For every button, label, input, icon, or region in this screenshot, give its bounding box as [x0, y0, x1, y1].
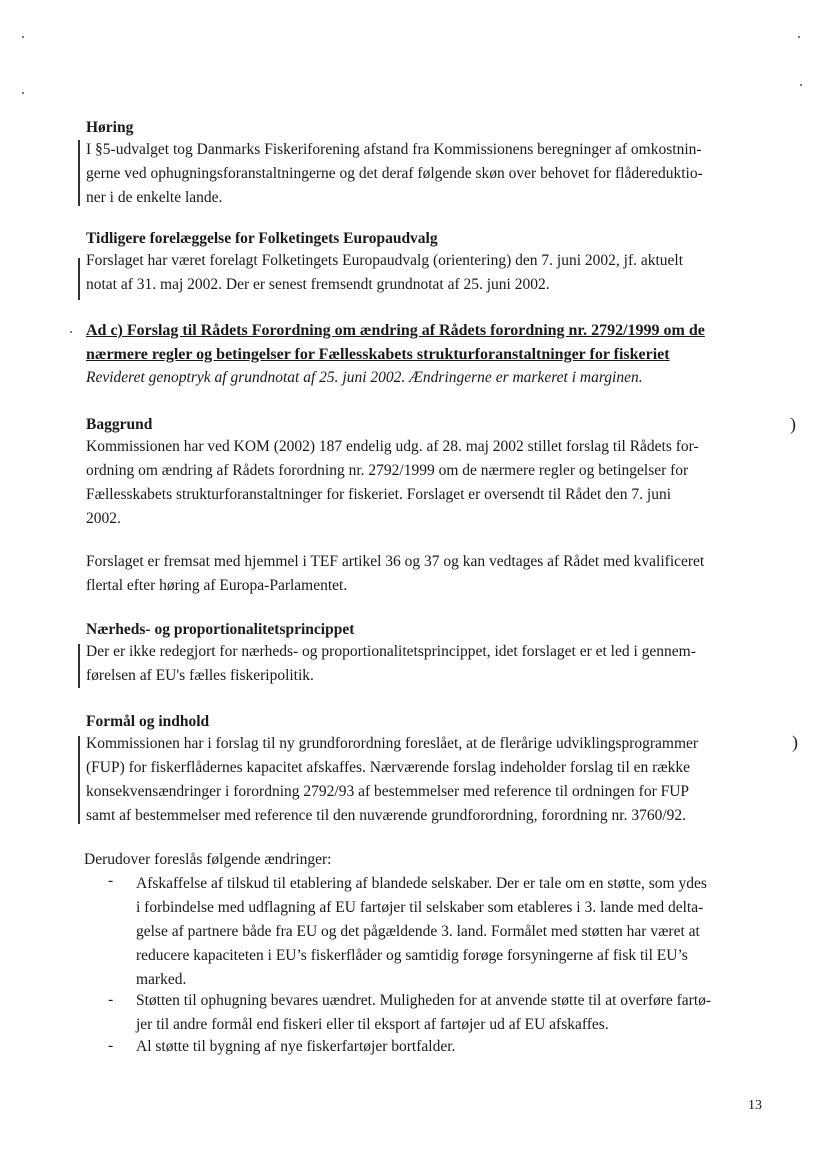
- body-line: ordning om ændring af Rådets forordning nr. 2792/1999 om de nærmere regler og betingelser for: [86, 462, 689, 479]
- body-line: (FUP) for fiskerflådernes kapacitet afskaffes. Nærværende forslag indeholder forslag til en række: [86, 759, 691, 776]
- body-line: Derudover foreslås følgende ændringer:: [84, 851, 332, 868]
- bullet-item: [136, 872, 766, 992]
- bullet-item: [136, 1035, 766, 1059]
- bullet-marker: -: [108, 991, 114, 1008]
- section-naerheds: [86, 620, 756, 688]
- body-line: gelse af partnere både fra EU og det pågældende 3. land. Formålet med støtten har været at: [136, 923, 700, 940]
- margin-paren-mark: ): [790, 414, 796, 434]
- body-line: ner i de enkelte lande.: [86, 189, 223, 206]
- margin-change-bar: [78, 736, 80, 824]
- body-line: Støtten til ophugning bevares uændret. Muligheden for at anvende støtte til at overføre fartø-: [136, 992, 712, 1009]
- bullet-item: [136, 989, 766, 1037]
- scan-speck: [22, 36, 24, 38]
- body-line: notat af 31. maj 2002. Der er senest fremsendt grundnotat af 25. juni 2002.: [86, 276, 550, 293]
- body-line: Kommissionen har ved KOM (2002) 187 endelig udg. af 28. maj 2002 stillet forslag til Rådets for-: [86, 438, 699, 455]
- section-heading: Nærheds- og proportionalitetsprincippet: [86, 621, 355, 638]
- body-line: førelsen af EU's fælles fiskeripolitik.: [86, 667, 314, 684]
- changes-intro: [84, 848, 754, 872]
- body-line: jer til andre formål end fiskeri eller til eksport af fartøjer ud af EU afskaffes.: [136, 1016, 609, 1033]
- section-heading: Høring: [86, 119, 134, 136]
- body-line: samt af bestemmelser med reference til den nuværende grundforordning, forordning nr. 3760/92.: [86, 807, 687, 824]
- page-number: 13: [748, 1098, 762, 1113]
- bullet-marker: -: [108, 872, 114, 889]
- margin-change-bar: [78, 644, 80, 688]
- margin-change-bar: [78, 258, 80, 300]
- proposal-subtitle: Revideret genoptryk af grundnotat af 25. juni 2002. Ændringerne er markeret i marginen.: [86, 369, 643, 386]
- scan-speck: [798, 36, 800, 38]
- baggrund-paragraph-2: [86, 550, 756, 598]
- section-tidligere: [86, 229, 756, 297]
- section-heading: Formål og indhold: [86, 713, 210, 730]
- body-line: reducere kapaciteten i EU’s fiskerflåder og samtidig forøge forsyningerne af fisk til EU’s: [136, 947, 688, 964]
- margin-paren-mark: ): [792, 732, 798, 752]
- proposal-title: nærmere regler og betingelser for Fællesskabets strukturforanstaltninger for fiskeriet: [86, 346, 670, 363]
- body-line: gerne ved ophugningsforanstaltningerne og det deraf følgende skøn over behovet for flådereduktio-: [86, 165, 703, 182]
- body-line: Kommissionen har i forslag til ny grundforordning foreslået, at de flerårige udviklingsprogrammer: [86, 735, 699, 752]
- body-line: Forslaget er fremsat med hjemmel i TEF artikel 36 og 37 og kan vedtages af Rådet med kvalificeret: [86, 553, 705, 570]
- body-line: Afskaffelse af tilskud til etablering af blandede selskaber. Der er tale om en støtte, som ydes: [136, 875, 707, 892]
- section-heading: Baggrund: [86, 416, 153, 433]
- body-line: Al støtte til bygning af nye fiskerfartøjer bortfalder.: [136, 1038, 456, 1055]
- section-ad-c: [86, 319, 756, 389]
- body-line: konsekvensændringer i forordning 2792/93 af bestemmelser med reference til ordningen for FUP: [86, 783, 690, 800]
- body-line: Der er ikke redegjort for nærheds- og proportionalitetsprincippet, idet forslaget er et led i gennem-: [86, 643, 696, 660]
- body-line: Fællesskabets strukturforanstaltninger for fiskeriet. Forslaget er oversendt til Rådet den 7. juni: [86, 486, 671, 503]
- body-line: marked.: [136, 971, 187, 988]
- margin-change-bar: [78, 140, 80, 206]
- section-heading: Tidligere forelæggelse for Folketingets Europaudvalg: [86, 230, 438, 247]
- body-line: 2002.: [86, 510, 121, 527]
- proposal-title: Ad c) Forslag til Rådets Forordning om ændring af Rådets forordning nr. 2792/1999 om de: [86, 322, 705, 339]
- section-baggrund: [86, 415, 756, 531]
- body-line: I §5-udvalget tog Danmarks Fiskeriforening afstand fra Kommissionens beregninger af omkostnin-: [86, 141, 702, 158]
- scan-speck: [800, 84, 802, 86]
- scan-speck: [22, 92, 24, 94]
- bullet-marker: -: [108, 1037, 114, 1054]
- section-formal: [86, 712, 756, 828]
- scan-speck: [70, 331, 72, 333]
- body-line: flertal efter høring af Europa-Parlamentet.: [86, 577, 348, 594]
- body-line: Forslaget har været forelagt Folketingets Europaudvalg (orientering) den 7. juni 2002, jf. aktuelt: [86, 252, 684, 269]
- body-line: i forbindelse med udflagning af EU fartøjer til selskaber som etableres i 3. lande med delta-: [136, 899, 704, 916]
- section-horing: [86, 118, 756, 210]
